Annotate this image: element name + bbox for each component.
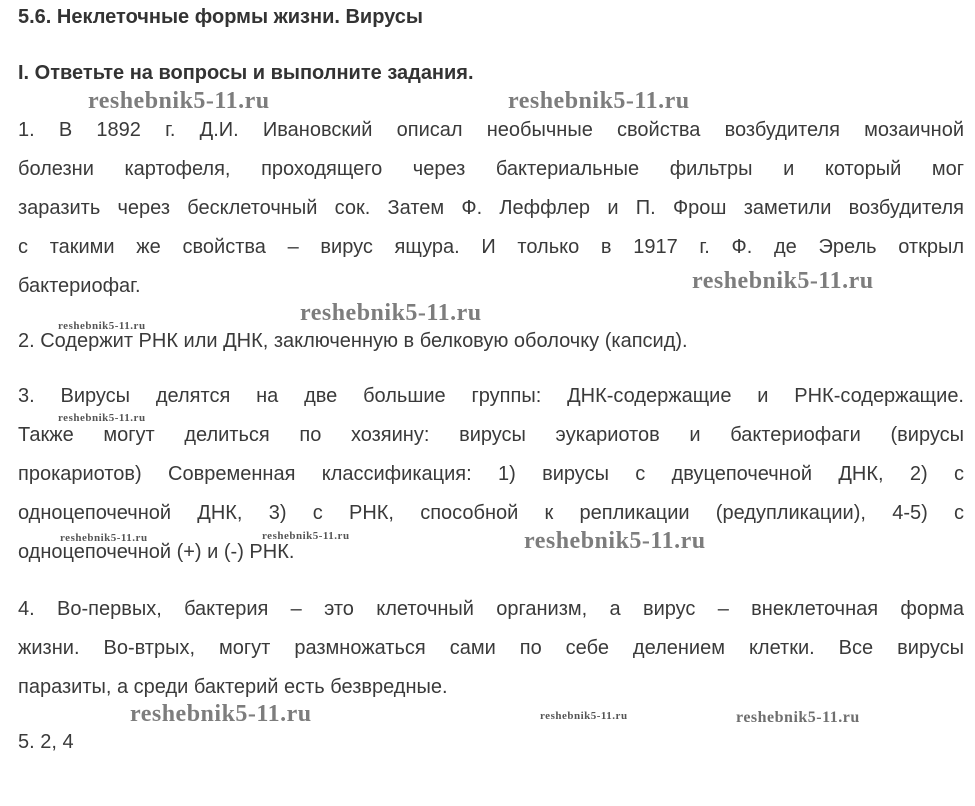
answer-1-line: бактериофаг. [18, 275, 141, 297]
watermark: reshebnik5-11.ru [300, 300, 482, 326]
answer-5-line: 5. 2, 4 [18, 731, 74, 753]
watermark: reshebnik5-11.ru [58, 412, 146, 424]
watermark: reshebnik5-11.ru [60, 532, 148, 544]
answer-3-line: прокариотов) Современная классификация: 1) вирусы с двуцепочечной ДНК, 2) с [18, 463, 964, 485]
watermark: reshebnik5-11.ru [58, 320, 146, 332]
watermark: reshebnik5-11.ru [540, 710, 628, 722]
answer-2 [18, 322, 964, 361]
answer-3-line: 3. Вирусы делятся на две большие группы: ДНК-содержащие и РНК-содержащие. [18, 385, 964, 407]
answer-2-line: 2. Содержит РНК или ДНК, заключенную в белковую оболочку (капсид). [18, 330, 688, 352]
watermark: reshebnik5-11.ru [88, 88, 270, 114]
answer-1-line: 1. В 1892 г. Д.И. Ивановский описал необычные свойства возбудителя мозаичной [18, 119, 964, 141]
answer-4-line: жизни. Во-втрых, могут размножаться сами по себе делением клетки. Все вирусы [18, 637, 964, 659]
watermark: reshebnik5-11.ru [262, 530, 350, 542]
answer-1-line: с такими же свойства – вирус ящура. И только в 1917 г. Ф. де Эрель открыл [18, 236, 964, 258]
watermark: reshebnik5-11.ru [130, 701, 312, 727]
section-heading: I. Ответьте на вопросы и выполните задания. [18, 62, 474, 84]
watermark: reshebnik5-11.ru [692, 268, 874, 294]
watermark: reshebnik5-11.ru [508, 88, 690, 114]
answer-4-line: 4. Во-первых, бактерия – это клеточный организм, а вирус – внеклеточная форма [18, 598, 964, 620]
answer-3 [18, 377, 964, 572]
answer-4-line: паразиты, а среди бактерий есть безвредные. [18, 676, 448, 698]
answer-3-line: одноцепочечной (+) и (-) РНК. [18, 541, 295, 563]
answer-3-line: Также могут делиться по хозяину: вирусы эукариотов и бактериофаги (вирусы [18, 424, 964, 446]
answer-3-line: одноцепочечной ДНК, 3) с РНК, способной к репликации (редупликации), 4-5) с [18, 502, 964, 524]
page-title: 5.6. Неклеточные формы жизни. Вирусы [18, 6, 423, 28]
answer-4 [18, 590, 964, 707]
watermark: reshebnik5-11.ru [736, 709, 860, 726]
answer-1-line: заразить через бесклеточный сок. Затем Ф. Леффлер и П. Фрош заметили возбудителя [18, 197, 964, 219]
answer-5 [18, 723, 964, 762]
watermark: reshebnik5-11.ru [524, 528, 706, 554]
answer-1-line: болезни картофеля, проходящего через бактериальные фильтры и который мог [18, 158, 964, 180]
